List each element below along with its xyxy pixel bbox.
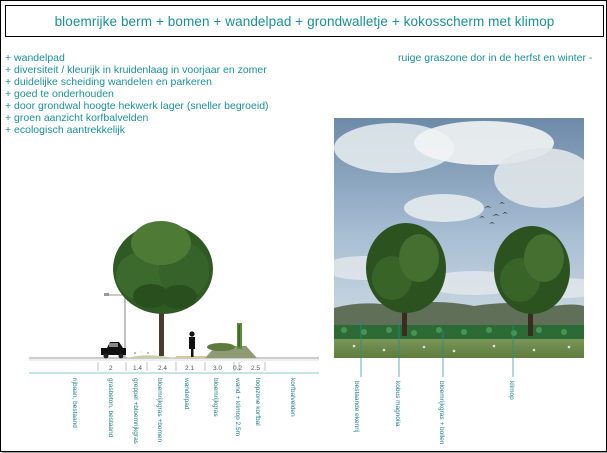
dimension-value: 2.4 — [158, 365, 168, 372]
zone-label: bloemrijkgras +bomen — [156, 378, 163, 443]
zone-label: rijbaan, bestaand — [71, 378, 78, 428]
flower-strip — [134, 351, 155, 354]
advantage-item: + groen aanzicht korfbalvelden — [5, 112, 149, 124]
photo-label: klimop — [508, 381, 515, 400]
zone-label: greppel +bloemrijkgras — [132, 378, 139, 444]
grass-strip — [127, 355, 176, 358]
dimension-value: 3.0 — [213, 365, 223, 372]
dimension-value: 2.5 — [251, 365, 261, 372]
tree-icon — [113, 221, 213, 356]
photo-label: kobus magnolia — [394, 381, 401, 427]
visualisation-photo — [334, 118, 584, 358]
advantage-item: + door grondwal hoogte hekwerk lager (sneller begroeid) — [5, 100, 269, 112]
car-icon — [101, 342, 126, 359]
cross-section — [1, 1, 331, 453]
photo-label: bloemrijkgras + bollen — [438, 381, 445, 445]
pedestrian-icon — [189, 331, 195, 357]
zone-label: wandelpad — [183, 378, 190, 410]
zone-label: wand + klimop 2.5m — [234, 378, 241, 436]
advantage-item: + duidelijke scheiding wandelen en parkeren — [5, 76, 212, 88]
dimension-value: 1.4 — [133, 365, 143, 372]
advantage-item: + ecologisch aantrekkelijk — [5, 124, 125, 136]
visualisation-image — [334, 118, 584, 358]
disadvantage-note: ruige graszone dor in de herfst en winter - — [398, 52, 593, 64]
dimension-value: 2.1 — [185, 365, 195, 372]
dimension-value: 2 — [109, 365, 113, 372]
zone-label: grasbeton, bestaand — [107, 378, 114, 438]
photo-label: bestaande ekenrij — [353, 381, 360, 433]
dimension-value: 0.2 — [233, 365, 243, 372]
zone-label: loopzone korfbal — [254, 378, 261, 426]
zone-label: korfbalvelden — [289, 378, 296, 417]
advantage-item: + wandelpad — [5, 52, 65, 64]
slide-title: bloemrijke berm + bomen + wandelpad + grondwalletje + kokosscherm met klimop — [54, 13, 555, 29]
advantage-item: + diversiteit / kleurijk in kruidenlaag in voorjaar en zomer — [5, 64, 267, 76]
advantage-item: + goed te onderhouden — [5, 88, 114, 100]
zone-label: bloemrijkgras — [212, 378, 219, 417]
